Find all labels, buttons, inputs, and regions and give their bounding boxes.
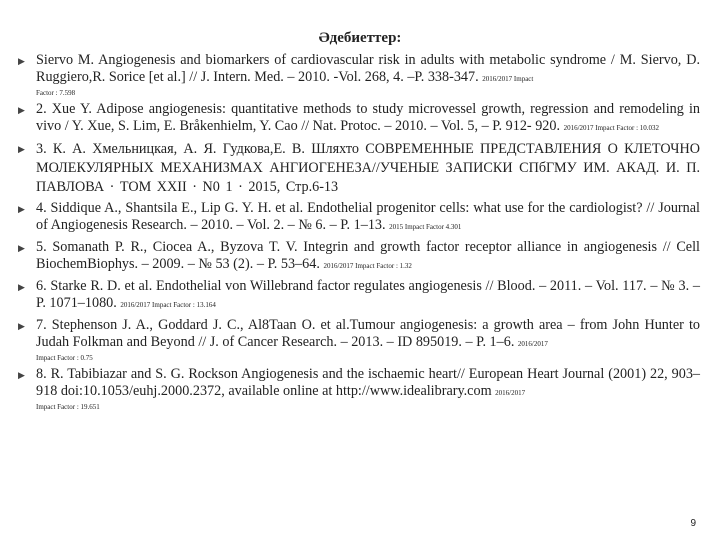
bullet-arrow-icon: ▶ xyxy=(18,56,25,66)
impact-factor: 2016/2017 xyxy=(517,340,548,348)
reference-line: 8. R. Tabibiazar and S. G. Rockson Angiogenesis and the ischaemic heart// European Heart Journal xyxy=(36,366,605,382)
reference-list xyxy=(18,52,700,415)
reference-line: angiogenesis // Cell BiochemBiophys. – 2009. – № 53 (2). – P. 53–64. xyxy=(36,239,700,272)
reference-line: (2001) 22, 903–918 doi:10.1053/euhj.2000.2372, available online at http://www.idealibrary.com xyxy=(36,366,701,399)
bullet-arrow-icon: ▶ xyxy=(18,282,25,292)
reference-item xyxy=(18,239,700,275)
impact-factor: 2016/2017 xyxy=(495,389,526,397)
impact-factor-line: Impact Factor : 19.651 xyxy=(36,403,100,411)
reference-line: СПбГМУ ИМ. АКАД. И. П. ПАВЛОВА · ТОМ XXII · N0 1 · 2015, Стр.6-13 xyxy=(36,160,700,195)
page-number: 9 xyxy=(690,518,696,529)
reference-text xyxy=(36,317,700,363)
impact-factor: 2016/2017 Impact Factor : 13.164 xyxy=(120,301,216,309)
reference-item xyxy=(18,278,700,314)
reference-item xyxy=(18,140,700,197)
impact-factor-line: Impact Factor : 0.75 xyxy=(36,354,93,362)
reference-item xyxy=(18,317,700,363)
reference-line: Siervo, D. Ruggiero,R. Sorice [et al.] // J. Intern. Med. – 2010. -Vol. 268, 4. –P. 338-347. xyxy=(36,52,701,85)
reference-line: 2. Xue Y. Adipose angiogenesis: quantitative methods to study microvessel growth, regression and xyxy=(36,101,615,117)
reference-item xyxy=(18,366,700,412)
reference-line: 117. – № 3. – P. 1071–1080. xyxy=(36,278,700,311)
impact-factor: 2015 Impact Factor 4.301 xyxy=(389,223,462,231)
bullet-arrow-icon: ▶ xyxy=(18,204,25,214)
reference-item xyxy=(18,200,700,236)
impact-factor: 2016/2017 Impact Factor : 10.032 xyxy=(563,124,660,132)
bullet-arrow-icon: ▶ xyxy=(18,105,25,115)
bullet-arrow-icon: ▶ xyxy=(18,243,25,253)
reference-text xyxy=(36,52,700,98)
reference-item xyxy=(18,52,700,98)
reference-line: 4. Siddique A., Shantsila E., Lip G. Y. H. et al. Endothelial progenitor cells: what use for the xyxy=(36,200,566,216)
bullet-arrow-icon: ▶ xyxy=(18,144,25,154)
reference-line: cardiologist? // Journal of Angiogenesis Research. – 2010. – Vol. 2. – № 6. – P. 1–13. xyxy=(36,200,700,233)
reference-line: 3. К. А. Хмельницкая, А. Я. Гудкова,Е. В. Шляхто СОВРЕМЕННЫЕ ПРЕДСТАВЛЕНИЯ О xyxy=(36,141,618,157)
reference-text xyxy=(36,366,700,412)
reference-line: КЛЕТОЧНО МОЛЕКУЛЯРНЫХ МЕХАНИЗМАХ АНГИОГЕНЕЗА//УЧЕНЫЕ ЗАПИСКИ xyxy=(36,141,701,176)
reference-line: 6. Starke R. D. et al. Endothelial von Willebrand factor regulates angiogenesis // Blood. – 2011. – Vol. xyxy=(36,278,619,294)
reference-line: 5. Somanath P. R., Ciocea A., Byzova T. V. Integrin and growth factor receptor alliance in xyxy=(36,239,578,255)
impact-factor-line: Factor : 7.598 xyxy=(36,89,76,97)
reference-line: Hunter to Judah Folkman and Beyond // J. of Cancer Research. – 2013. – ID 895019. – P. 1–6. xyxy=(36,317,701,350)
reference-text xyxy=(36,239,700,275)
reference-line: 7. Stephenson J. A., Goddard J. C., Al8Taan O. et al.Tumour angiogenesis: a growth area – from John xyxy=(36,317,640,333)
reference-text xyxy=(36,140,700,197)
bullet-arrow-icon: ▶ xyxy=(18,321,25,331)
reference-item xyxy=(18,101,700,137)
reference-text xyxy=(36,200,700,236)
reference-line: remodeling in vivo / Y. Xue, S. Lim, E. Bråkenhielm, Y. Cao // Nat. Protoc. – 2010. – Vol. 5, – P. 912- xyxy=(36,101,701,134)
reference-text xyxy=(36,278,700,314)
reference-line: 920. xyxy=(535,118,561,134)
impact-factor: 2016/2017 Impact Factor : 1.32 xyxy=(323,262,412,270)
impact-factor: 2016/2017 Impact xyxy=(482,75,534,83)
page-title: Әдебиеттер: xyxy=(318,30,402,46)
reference-line: Siervo M. Angiogenesis and biomarkers of cardiovascular risk in adults with metabolic syndrome / M. xyxy=(36,52,636,68)
reference-text xyxy=(36,101,700,137)
bullet-arrow-icon: ▶ xyxy=(18,370,25,380)
